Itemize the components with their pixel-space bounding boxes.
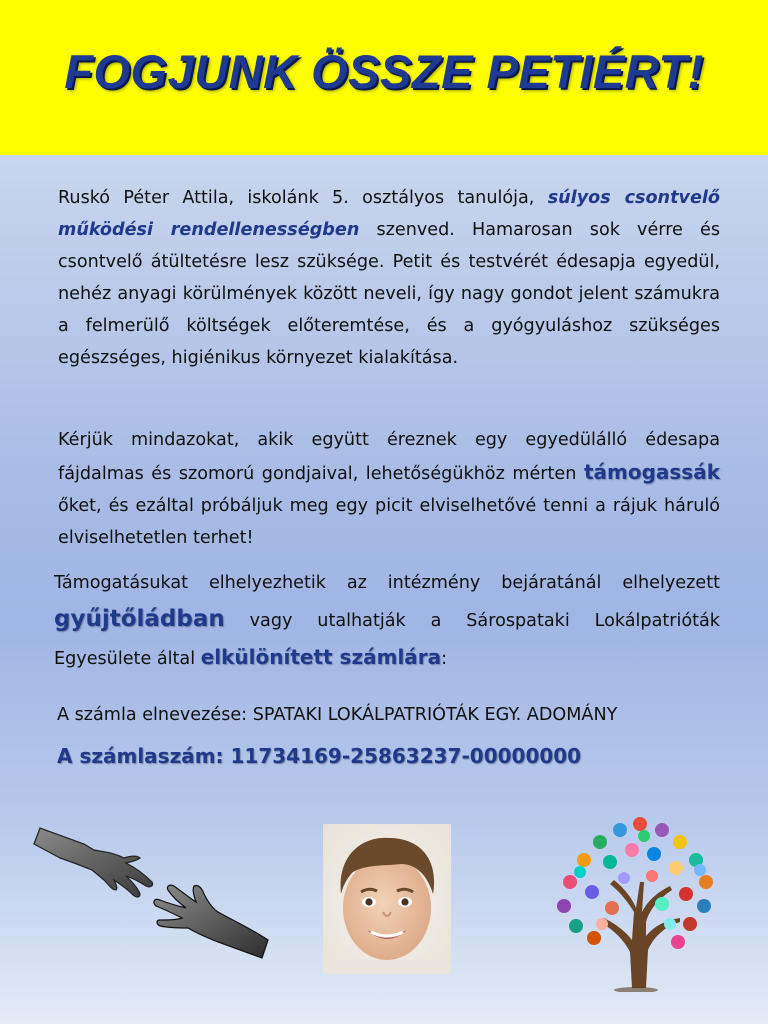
paragraph-3-text-end: : (441, 649, 448, 669)
paragraph-3-text: Támogatásukat elhelyezhetik az intézmény bejáratánál elhelyezett (54, 573, 720, 593)
paragraph-3-highlight-account: elkülönített számlára (200, 645, 442, 669)
child-photo (323, 824, 451, 974)
paragraph-1 (58, 182, 720, 374)
paragraph-3 (54, 565, 720, 677)
paragraph-1-text-end: szenved. Hamarosan sok vérre és csontvelő átültetésre lesz szüksége. Petit és testvérét édesapja egyedül, nehéz anyagi körülmények között neveli, így nagy gondot jelent számukra a felmerülő költségek előteremtése, és a gyógyuláshoz szükséges egészséges, higiénikus környezet kialakítása. (58, 220, 720, 368)
paragraph-3-text-middle: vagy utalhatják a Sárospataki Lokálpatrióták Egyesülete által (54, 611, 720, 669)
account-name: A számla elnevezése: SPATAKI LOKÁLPATRIÓTÁK EGY. ADOMÁNY (57, 705, 618, 725)
paragraph-2-highlight: támogassák (583, 460, 720, 484)
hands-tree-illustration (540, 812, 730, 992)
paragraph-2-text-end: őket, és ezáltal próbáljuk meg egy picit elviselhetővé tenni a rájuk háruló elviselhetetlen terhet! (58, 496, 720, 548)
paragraph-2-text: Kérjük mindazokat, akik együtt éreznek egy egyedülálló édesapa fájdalmas és szomorú gondjaival, lehetőségükhöz mérten (58, 430, 720, 484)
paragraph-2 (58, 424, 720, 554)
paragraph-1-highlight: súlyos csontvelő működési rendellenességben (58, 188, 721, 240)
hands-illustration (32, 822, 272, 962)
account-number: A számlaszám: 11734169-25863237-00000000 (57, 744, 582, 768)
page-title: FOGJUNK ÖSSZE PETIÉRT! (64, 45, 704, 98)
paragraph-3-highlight-box: gyűjtőládban (54, 606, 225, 632)
paragraph-1-text: Ruskó Péter Attila, iskolánk 5. osztályos tanulója, (58, 188, 548, 208)
